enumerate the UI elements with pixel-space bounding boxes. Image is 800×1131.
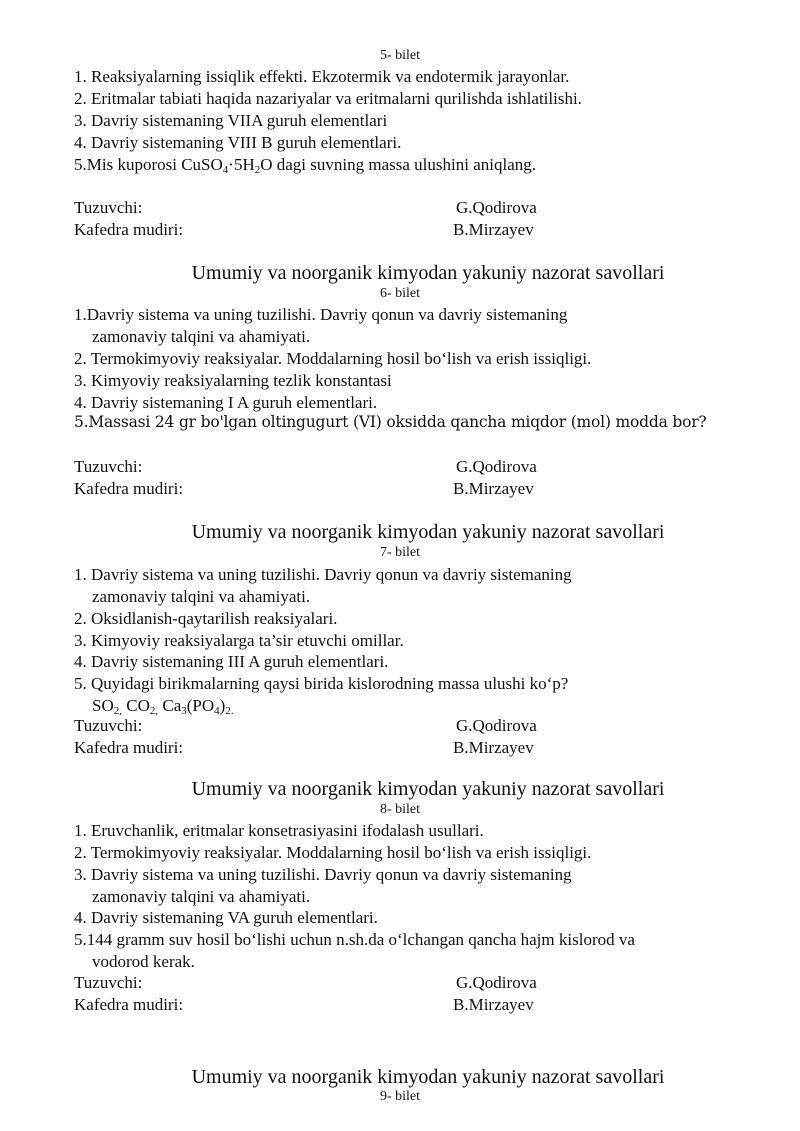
question-3: 3. Davriy sistema va uning tuzilishi. Davriy qonun va davriy sistemaning xyxy=(74,865,572,884)
question-4: 4. Davriy sistemaning I A guruh elementlari. xyxy=(74,393,378,412)
question-3: 3. Kimyoviy reaksiyalarga ta’sir etuvchi omillar. xyxy=(74,631,404,650)
question-1-continued: zamonaviy talqini va ahamiyati. xyxy=(92,587,311,606)
author-label: Tuzuvchi: xyxy=(74,716,143,735)
question-5: 5.144 gramm suv hosil bo‘lishi uchun n.sh.da o‘lchangan qancha hajm kislorod va xyxy=(74,930,635,949)
author-label: Tuzuvchi: xyxy=(74,973,143,992)
author-label: Tuzuvchi: xyxy=(74,198,143,217)
question-1: 1. Davriy sistema va uning tuzilishi. Davriy qonun va davriy sistemaning xyxy=(74,565,572,584)
head-name: B.Mirzayev xyxy=(453,220,534,239)
formula-line: $SO_{2,}$ $CO_{2,}$ $Ca_3(PO_4)_{2.}$ xyxy=(92,696,234,717)
ticket-number: 7- bilet xyxy=(379,545,421,560)
question-1: 1. Eruvchanlik, eritmalar konsetrasiyasini ifodalash usullari. xyxy=(74,821,484,840)
question-4: 4. Davriy sistemaning VA guruh elementlari. xyxy=(74,908,378,927)
question-5: 5. Quyidagi birikmalarning qaysi birida kislorodning massa ulushi ko‘p? xyxy=(74,674,569,693)
question-1: 1.Davriy sistema va uning tuzilishi. Davriy qonun va davriy sistemaning xyxy=(74,305,568,324)
question-1: 1. Reaksiyalarning issiqlik effekti. Ekzotermik va endotermik jarayonlar. xyxy=(74,67,570,86)
ticket-number: 5- bilet xyxy=(379,48,421,63)
question-2: 2. Termokimyoviy reaksiyalar. Moddalarning hosil bo‘lish va erish issiqligi. xyxy=(74,843,592,862)
question-4: 4. Davriy sistemaning III A guruh elementlari. xyxy=(74,652,389,671)
section-heading: Umumiy va noorganik kimyodan yakuniy nazorat savollari xyxy=(191,521,665,543)
section-heading: Umumiy va noorganik kimyodan yakuniy nazorat savollari xyxy=(191,778,665,800)
ticket-number: 6- bilet xyxy=(379,286,421,301)
question-5: 5.Massasi 24 gr bo'lgan oltingugurt (VI) oksidda qancha miqdor (mol) modda bor? xyxy=(74,413,707,431)
question-3: 3. Kimyoviy reaksiyalarning tezlik konstantasi xyxy=(74,371,392,390)
head-label: Kafedra mudiri: xyxy=(74,479,184,498)
author-label: Tuzuvchi: xyxy=(74,457,143,476)
ticket-number: 8- bilet xyxy=(379,802,421,817)
head-label: Kafedra mudiri: xyxy=(74,995,184,1014)
question-5-continued: vodorod kerak. xyxy=(92,952,195,971)
author-name: G.Qodirova xyxy=(456,457,537,476)
question-5: 5.Mis kuporosi $CuSO_4\cdot 5H_2O$ dagi suvning massa ulushini aniqlang. xyxy=(74,155,536,176)
question-2: 2. Oksidlanish-qaytarilish reaksiyalari. xyxy=(74,609,338,628)
author-name: G.Qodirova xyxy=(456,716,537,735)
author-name: G.Qodirova xyxy=(456,973,537,992)
question-1-continued: zamonaviy talqini va ahamiyati. xyxy=(92,327,311,346)
ticket-number: 9- bilet xyxy=(379,1089,421,1104)
head-name: B.Mirzayev xyxy=(453,995,534,1014)
head-name: B.Mirzayev xyxy=(453,479,534,498)
question-2: 2. Eritmalar tabiati haqida nazariyalar va eritmalarni qurilishda ishlatilishi. xyxy=(74,89,582,108)
question-3-continued: zamonaviy talqini va ahamiyati. xyxy=(92,887,311,906)
section-heading: Umumiy va noorganik kimyodan yakuniy nazorat savollari xyxy=(191,1066,665,1088)
question-4: 4. Davriy sistemaning VIII B guruh elementlari. xyxy=(74,133,402,152)
head-name: B.Mirzayev xyxy=(453,738,534,757)
section-heading: Umumiy va noorganik kimyodan yakuniy nazorat savollari xyxy=(191,262,665,284)
head-label: Kafedra mudiri: xyxy=(74,738,184,757)
question-2: 2. Termokimyoviy reaksiyalar. Moddalarning hosil bo‘lish va erish issiqligi. xyxy=(74,349,592,368)
author-name: G.Qodirova xyxy=(456,198,537,217)
head-label: Kafedra mudiri: xyxy=(74,220,184,239)
question-3: 3. Davriy sistemaning VIIA guruh elementlari xyxy=(74,111,388,130)
